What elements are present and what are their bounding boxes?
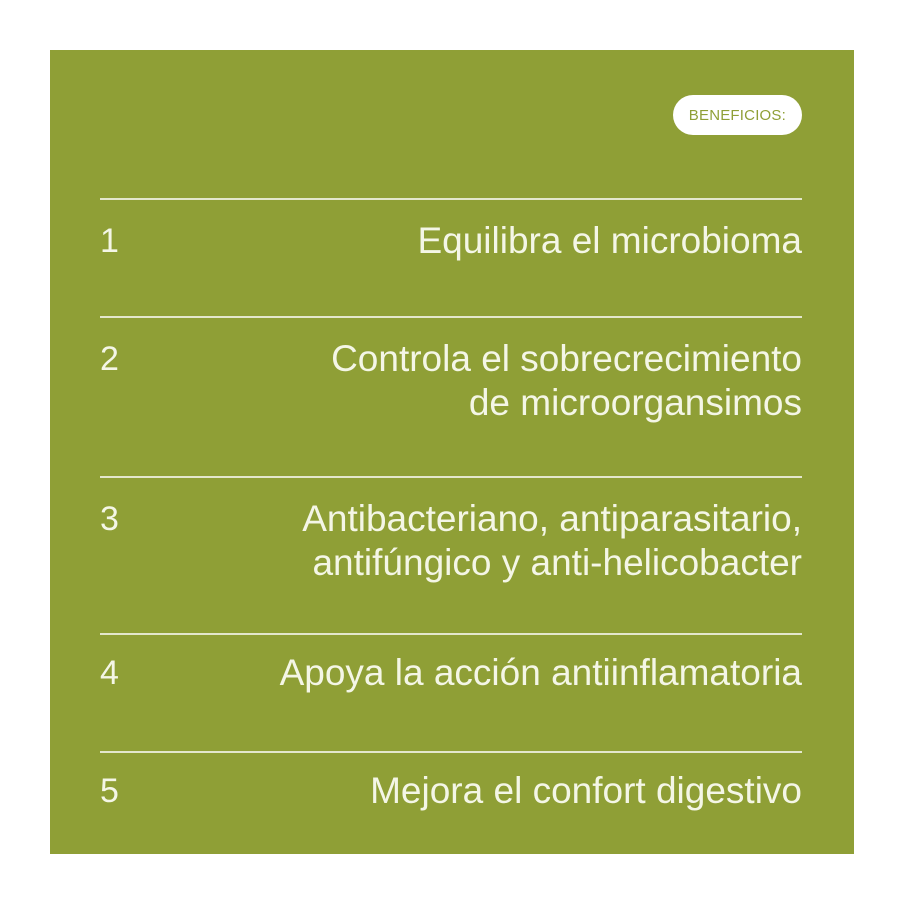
- benefit-number: 4: [100, 654, 119, 692]
- benefit-text: Antibacteriano, antiparasitario, antifúngico y anti-helicobacter: [302, 498, 802, 583]
- benefit-number: 1: [100, 222, 119, 260]
- benefit-number: 5: [100, 772, 119, 810]
- benefit-row: [100, 476, 802, 633]
- benefit-text: Apoya la acción antiinflamatoria: [279, 652, 802, 693]
- benefits-card: [50, 50, 854, 854]
- benefit-text: Equilibra el microbioma: [417, 220, 802, 261]
- benefit-text: Mejora el confort digestivo: [370, 770, 802, 811]
- benefit-number: 3: [100, 500, 119, 538]
- benefit-number: 2: [100, 340, 119, 378]
- benefits-badge: BENEFICIOS:: [673, 95, 802, 135]
- benefit-row: [100, 198, 802, 316]
- benefit-text: Controla el sobrecrecimiento de microorgansimos: [331, 338, 802, 423]
- benefit-row: [100, 751, 802, 851]
- benefit-row: [100, 633, 802, 751]
- benefits-list: [100, 198, 802, 851]
- benefit-row: [100, 316, 802, 476]
